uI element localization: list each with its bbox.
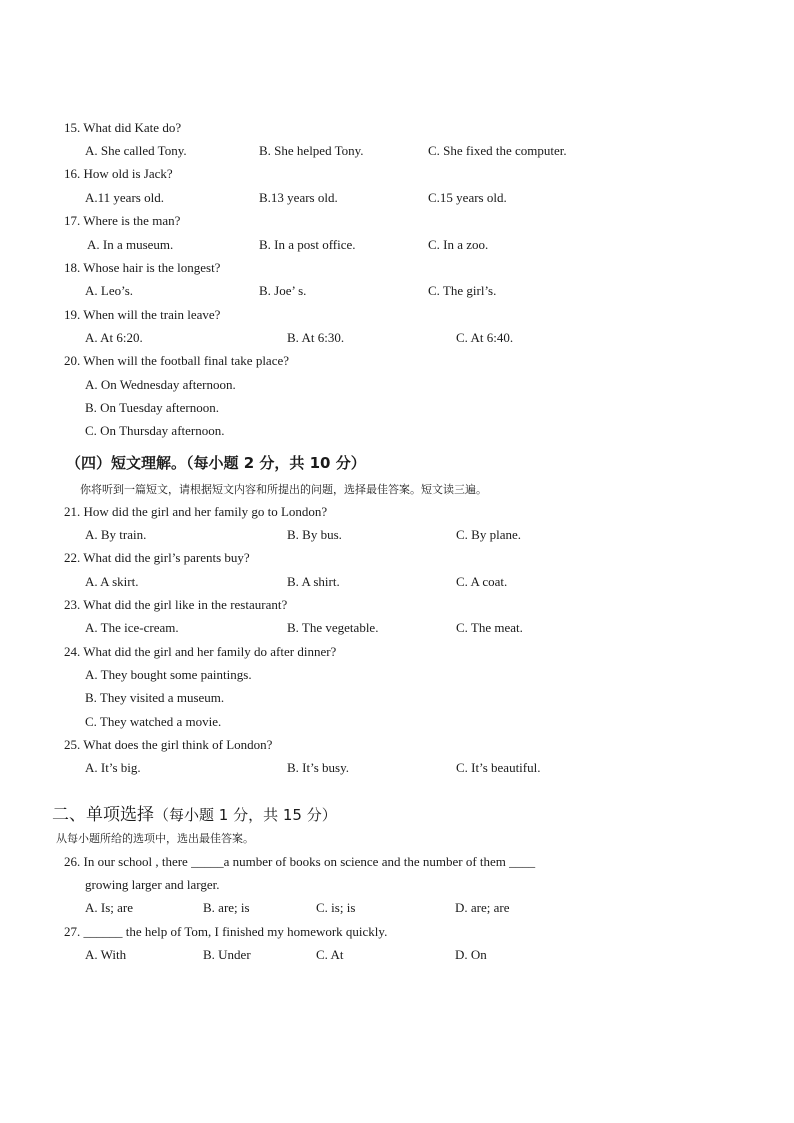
option-27d: D. On [455,947,487,962]
option-20a: A. On Wednesday afternoon. [85,377,236,392]
option-18c: C. The girl’s. [428,283,497,298]
option-20c: C. On Thursday afternoon. [85,423,225,438]
option-25c: C. It’s beautiful. [456,760,541,775]
option-16c: C.15 years old. [428,190,507,205]
question-24: 24. What did the girl and her family do after dinner? [64,644,337,659]
option-27c: C. At [316,947,344,962]
option-24a: A. They bought some paintings. [85,667,252,682]
question-22: 22. What did the girl’s parents buy? [64,550,250,565]
option-26c: C. is; is [316,900,356,915]
section-2-instruction: 从每小题所给的选项中，选出最佳答案。 [56,832,254,845]
option-18a: A. Leo’s. [85,283,134,298]
option-25a: A. It’s big. [85,760,141,775]
question-18: 18. Whose hair is the longest? [64,260,221,275]
option-17b: B. In a post office. [259,237,356,252]
option-25b: B. It’s busy. [287,760,349,775]
option-15c: C. She fixed the computer. [428,143,567,158]
option-16a: A.11 years old. [85,190,164,205]
option-21a: A. By train. [85,527,147,542]
question-26: 26. In our school , there _____a number of books on science and the number of them ____ [64,854,536,869]
option-22c: C. A coat. [456,574,508,589]
option-27b: B. Under [203,947,251,962]
option-23c: C. The meat. [456,620,523,635]
question-19: 19. When will the train leave? [64,307,221,322]
option-27a: A. With [85,947,127,962]
option-17c: C. In a zoo. [428,237,489,252]
question-17: 17. Where is the man? [64,213,181,228]
question-27: 27. ______ the help of Tom, I finished my homework quickly. [64,924,388,939]
question-25: 25. What does the girl think of London? [64,737,273,752]
option-18b: B. Joe’ s. [259,283,307,298]
option-24b: B. They visited a museum. [85,690,225,705]
option-22b: B. A shirt. [287,574,340,589]
option-16b: B.13 years old. [259,190,338,205]
question-20: 20. When will the football final take place? [64,353,290,368]
section-2-points: （每小题 1 分，共 15 分） [154,806,337,824]
option-20b: B. On Tuesday afternoon. [85,400,219,415]
option-19c: C. At 6:40. [456,330,514,345]
section-4-instruction: 你将听到一篇短文，请根据短文内容和所提出的问题，选择最佳答案。短文读三遍。 [80,483,487,496]
option-19b: B. At 6:30. [287,330,345,345]
option-23a: A. The ice-cream. [85,620,179,635]
option-26a: A. Is; are [85,900,134,915]
option-23b: B. The vegetable. [287,620,379,635]
question-26-continued: growing larger and larger. [85,877,220,892]
question-16: 16. How old is Jack? [64,166,173,181]
section-2-heading: 二、单项选择 [52,805,154,825]
option-22a: A. A skirt. [85,574,139,589]
option-15a: A. She called Tony. [85,143,187,158]
question-21: 21. How did the girl and her family go to London? [64,504,328,519]
option-26d: D. are; are [455,900,510,915]
option-19a: A. At 6:20. [85,330,143,345]
option-17a: A. In a museum. [87,237,174,252]
section-4-title: （四）短文理解。（每小题 2 分，共 10 分） [66,454,366,472]
option-21b: B. By bus. [287,527,342,542]
option-21c: C. By plane. [456,527,521,542]
question-15: 15. What did Kate do? [64,120,182,135]
section-2-title [52,800,337,825]
option-24c: C. They watched a movie. [85,714,222,729]
question-23: 23. What did the girl like in the restaurant? [64,597,288,612]
option-15b: B. She helped Tony. [259,143,364,158]
option-26b: B. are; is [203,900,250,915]
